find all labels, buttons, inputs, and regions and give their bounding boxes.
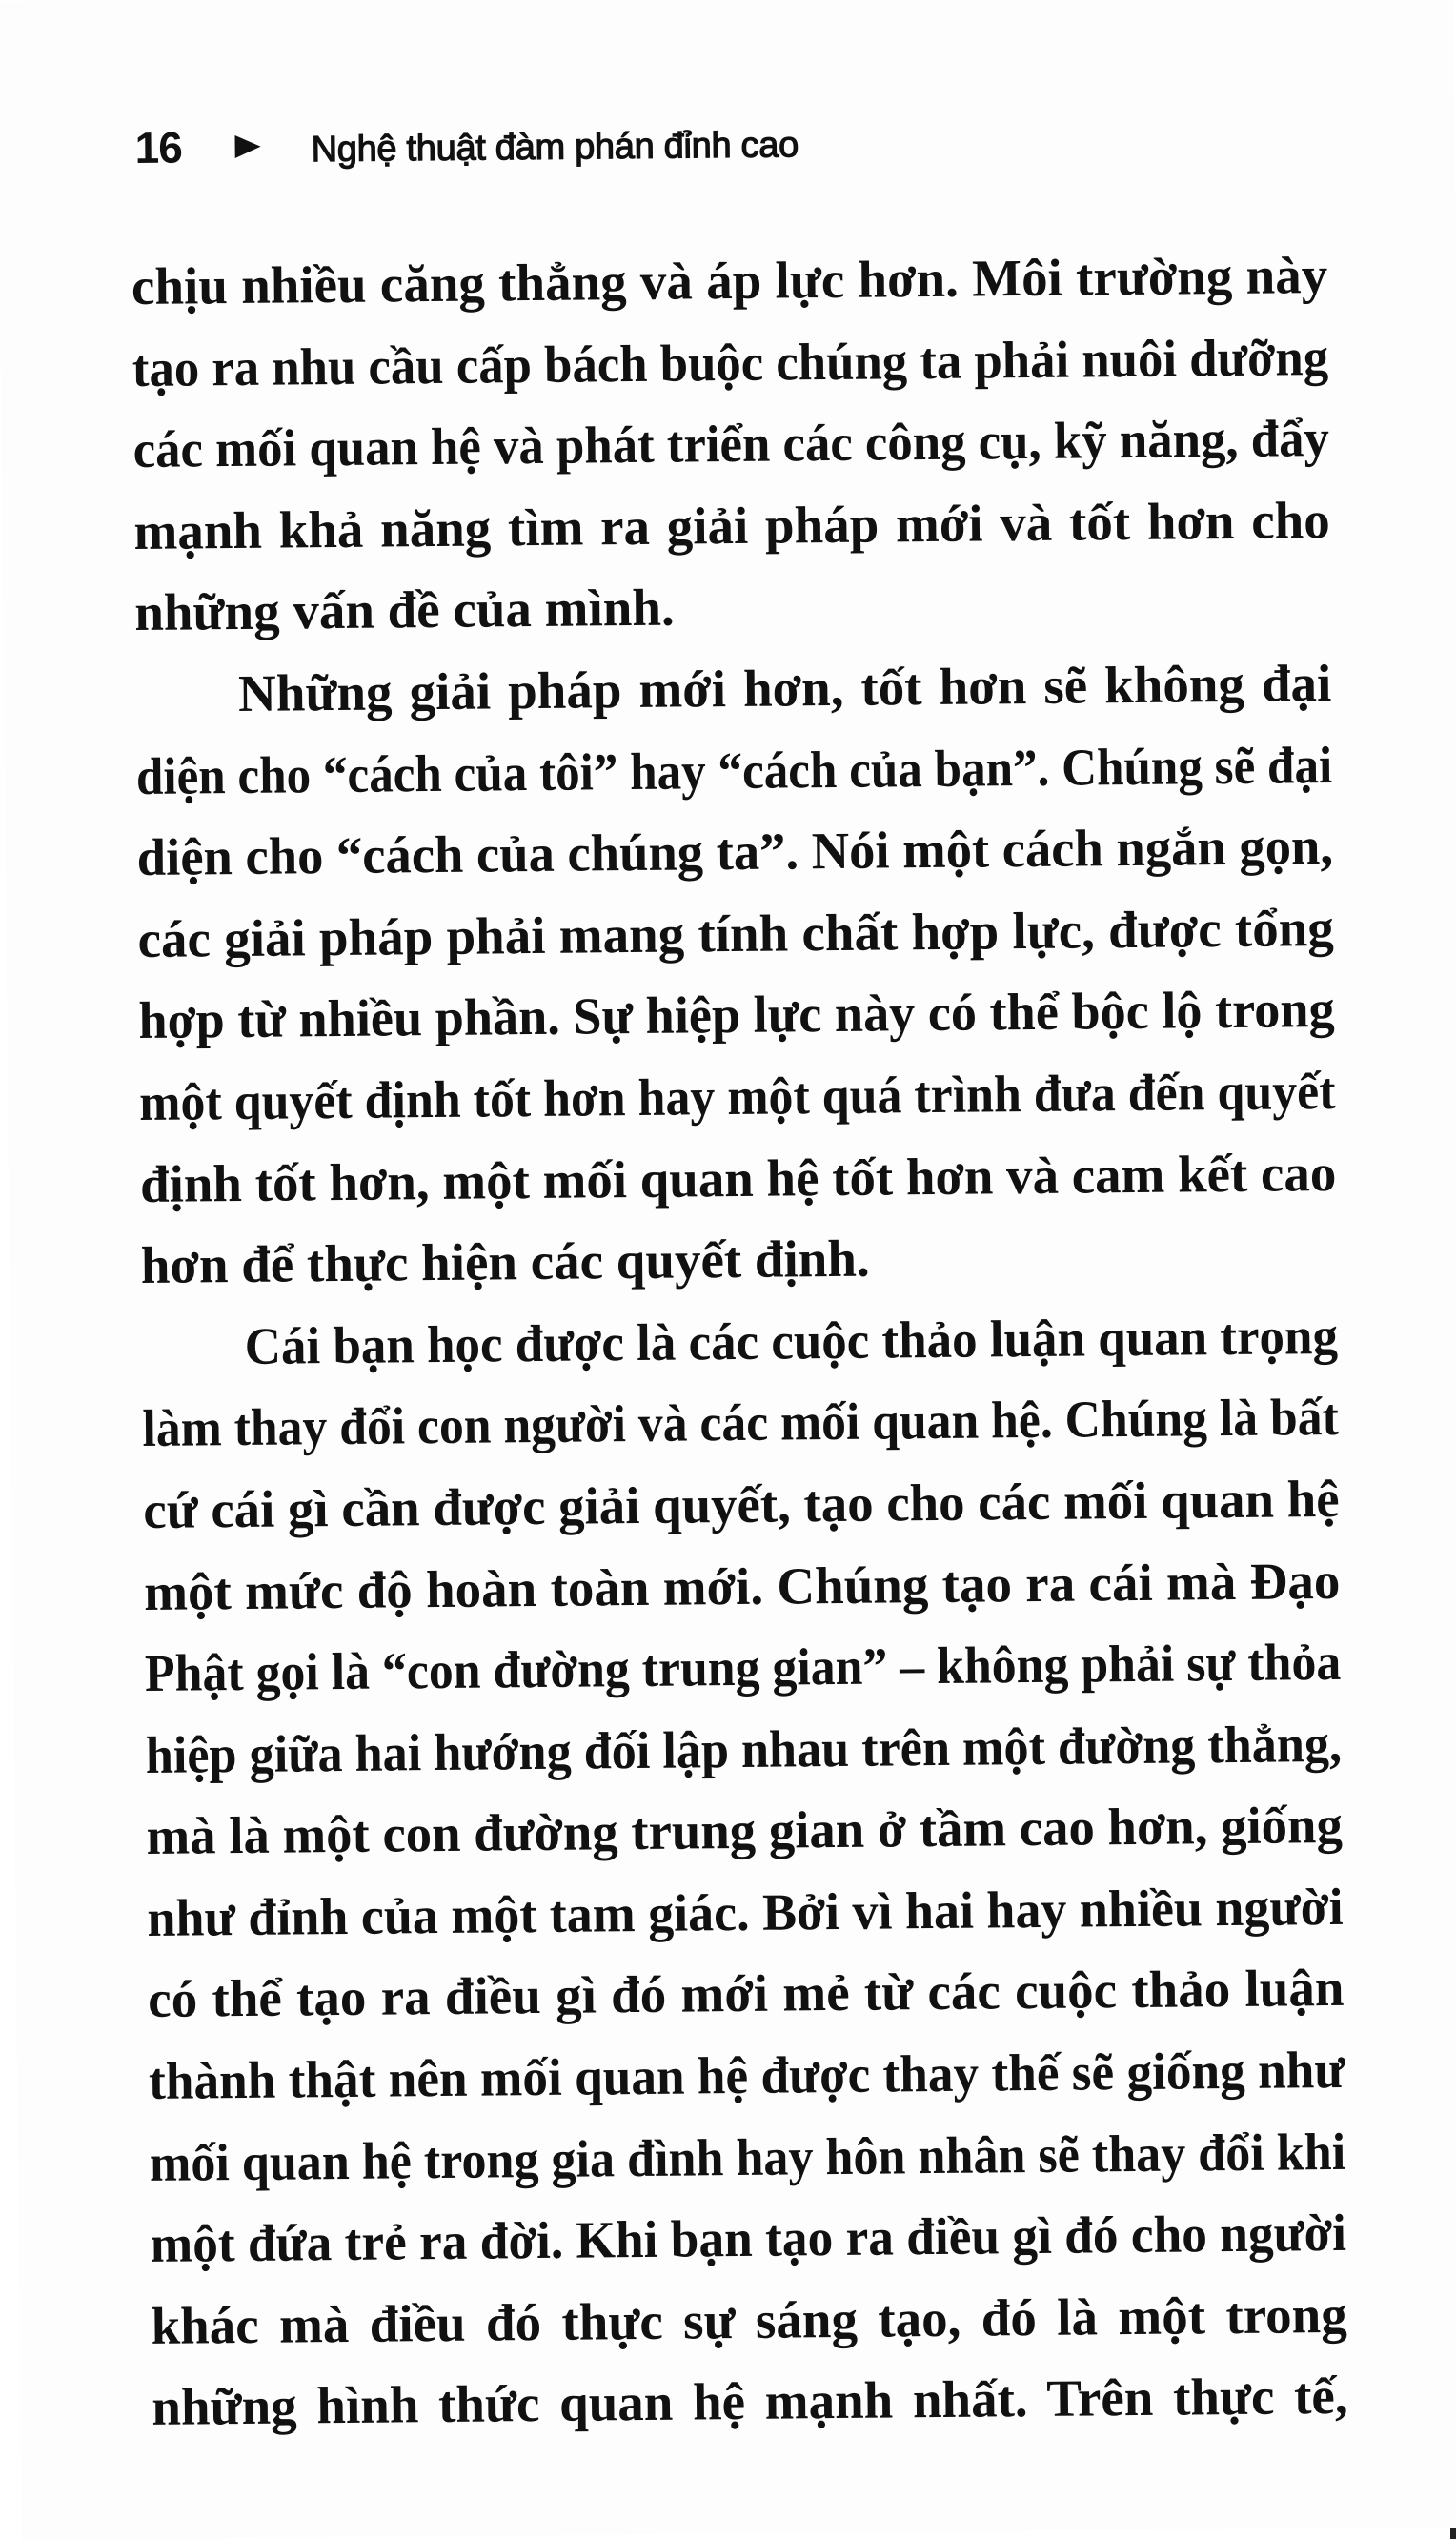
text-line: khác mà điều đó thực sự sáng tạo, đó là một trong	[151, 2285, 1347, 2355]
running-header	[134, 115, 799, 173]
text-line: thành thật nên mối quan hệ được thay thế sẽ giống như	[148, 2040, 1345, 2110]
text-line: những vấn đề của mình.	[133, 578, 675, 642]
text-line: hiệp giữa hai hướng đối lập nhau trên một đường thẳng,	[145, 1714, 1343, 1784]
text-line: một mức độ hoàn toàn mới. Chúng tạo ra cái mà Đạo	[143, 1551, 1341, 1621]
text-line: hợp từ nhiều phần. Sự hiệp lực này có thể bộc lộ trong	[138, 980, 1335, 1050]
paragraph-first-line: Cái bạn học được là các cuộc thảo luận quan trọng	[244, 1306, 1339, 1375]
text-line: cứ cái gì cần được giải quyết, tạo cho các mối quan hệ	[143, 1469, 1340, 1539]
body-text	[131, 234, 1349, 2449]
scan-artifact	[1450, 2528, 1456, 2539]
text-line: làm thay đổi con người và các mối quan hệ. Chúng là bất	[142, 1388, 1340, 1458]
chapter-title: Nghệ thuật đàm phán đỉnh cao	[311, 125, 799, 171]
text-line: những hình thức quan hệ mạnh nhất. Trên thực tế,	[152, 2367, 1348, 2437]
text-line: tạo ra nhu cầu cấp bách buộc chúng ta phải nuôi dưỡng	[131, 327, 1329, 397]
text-line: như đỉnh của một tam giác. Bởi vì hai hay nhiều người	[147, 1877, 1344, 1947]
text-line: các giải pháp phải mang tính chất hợp lực, được tổng	[137, 898, 1335, 968]
text-line: diện cho “cách của chúng ta”. Nói một cách ngắn gọn,	[136, 817, 1334, 887]
text-line: một quyết định tốt hơn hay một quá trình đưa đến quyết	[138, 1061, 1336, 1131]
text-line: có thể tạo ra điều gì đó mới mẻ từ các cuộc thảo luận	[147, 1959, 1345, 2029]
page-number: 16	[134, 122, 183, 173]
text-line: hơn để thực hiện các quyết định.	[140, 1229, 870, 1295]
text-line: định tốt hơn, một mối quan hệ tốt hơn và cam kết cao	[139, 1143, 1337, 1213]
text-line: Phật gọi là “con đường trung gian” – không phải sự thỏa	[144, 1632, 1342, 1703]
text-line: các mối quan hệ và phát triển các công cụ, kỹ năng, đẩy	[132, 409, 1330, 479]
triangle-right-icon	[234, 135, 260, 158]
text-line: mà là một con đường trung gian ở tầm cao hơn, giống	[146, 1796, 1344, 1866]
text-line: mối quan hệ trong gia đình hay hôn nhân sẽ thay đổi khi	[149, 2122, 1346, 2192]
text-line: một đứa trẻ ra đời. Khi bạn tạo ra điều gì đó cho người	[150, 2204, 1347, 2274]
text-line: diện cho “cách của tôi” hay “cách của bạn”. Chúng sẽ đại	[135, 735, 1333, 805]
text-line: chịu nhiều căng thẳng và áp lực hơn. Môi trường này	[131, 245, 1328, 316]
paragraph-first-line: Những giải pháp mới hơn, tốt hơn sẽ không đại	[237, 653, 1332, 722]
text-line: mạnh khả năng tìm ra giải pháp mới và tốt hơn cho	[133, 490, 1330, 560]
